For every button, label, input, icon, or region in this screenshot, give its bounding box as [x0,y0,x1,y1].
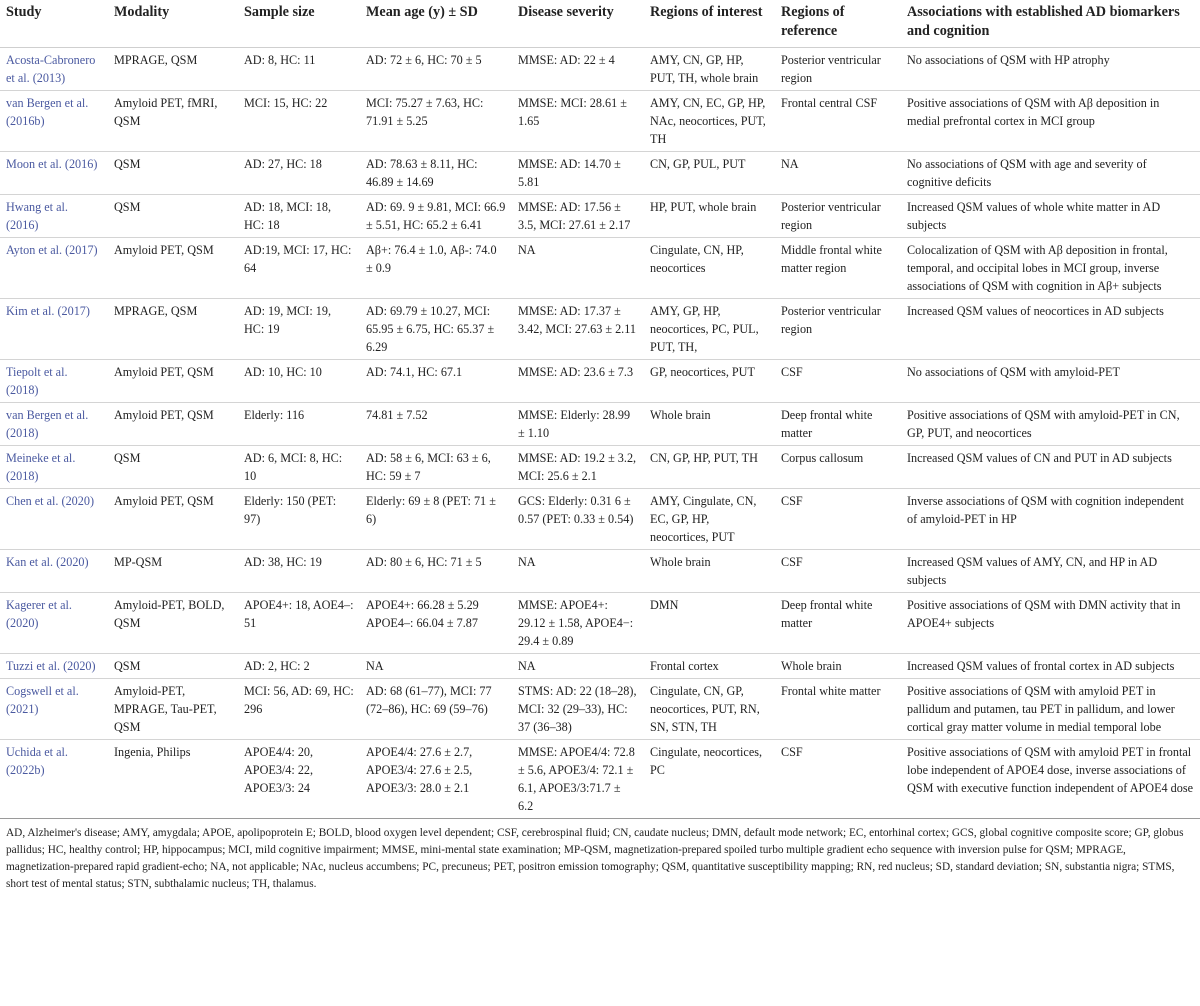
study-link[interactable]: Chen et al. (2020) [0,489,108,550]
mean-age-cell: AD: 80 ± 6, HC: 71 ± 5 [360,550,512,593]
sample-size-cell: AD: 10, HC: 10 [238,360,360,403]
modality-cell: Amyloid PET, QSM [108,403,238,446]
sample-size-cell: APOE4/4: 20, APOE3/4: 22, APOE3/3: 24 [238,740,360,819]
regions-of-interest-cell: AMY, Cingulate, CN, EC, GP, HP, neocortices, PUT [644,489,775,550]
table-body [0,48,1200,819]
mean-age-cell: AD: 69. 9 ± 9.81, MCI: 66.9 ± 5.51, HC: 65.2 ± 6.41 [360,195,512,238]
regions-of-interest-cell: Cingulate, neocortices, PC [644,740,775,819]
associations-cell: Positive associations of QSM with Aβ deposition in medial prefrontal cortex in MCI group [901,91,1200,152]
regions-of-interest-cell: GP, neocortices, PUT [644,360,775,403]
study-link[interactable]: van Bergen et al. (2016b) [0,91,108,152]
regions-of-interest-cell: AMY, CN, GP, HP, PUT, TH, whole brain [644,48,775,91]
study-link[interactable]: Tuzzi et al. (2020) [0,654,108,679]
disease-severity-cell: GCS: Elderly: 0.31 6 ± 0.57 (PET: 0.33 ± 0.54) [512,489,644,550]
abbreviations-footnote: AD, Alzheimer's disease; AMY, amygdala; APOE, apolipoprotein E; BOLD, blood oxygen level dependent; CSF, cerebrospinal fluid; CN, caudate nucleus; DMN, default mode network; EC, entorhinal cortex; GCS, global cognitive composite score; GP, globus pallidus; HC, healthy control; HP, hippocampus; MCI, mild cognitive impairment; MMSE, mini-mental state examination; MP-QSM, magnetization-prepared spoiled turbo multiple gradient echo sequence with inversion pulse for QSM; MPRAGE, magnetization-prepared rapid gradient-echo; NA, not applicable; NAc, nucleus accumbens; PC, precuneus; PET, positron emission tomography; QSM, quantitative susceptibility mapping; RN, red nucleus; SD, standard deviation; SN, substantia nigra; STMS, short test of mental status; STN, subthalamic nucleus; TH, thalamus. [6,827,1184,890]
associations-cell: Increased QSM values of frontal cortex in AD subjects [901,654,1200,679]
associations-cell: Increased QSM values of whole white matter in AD subjects [901,195,1200,238]
regions-of-interest-cell: DMN [644,593,775,654]
modality-cell: MPRAGE, QSM [108,299,238,360]
mean-age-cell: MCI: 75.27 ± 7.63, HC: 71.91 ± 5.25 [360,91,512,152]
regions-of-reference-cell: Posterior ventricular region [775,195,901,238]
sample-size-cell: AD: 6, MCI: 8, HC: 10 [238,446,360,489]
table-row [0,679,1200,740]
associations-cell: No associations of QSM with amyloid-PET [901,360,1200,403]
disease-severity-cell: NA [512,550,644,593]
table-row [0,48,1200,91]
associations-cell: Increased QSM values of neocortices in AD subjects [901,299,1200,360]
associations-cell: Positive associations of QSM with DMN activity that in APOE4+ subjects [901,593,1200,654]
associations-cell: Positive associations of QSM with amyloid PET in frontal lobe independent of APOE4 dose, inverse associations of QSM with executive function independent of APOE4 dose [901,740,1200,819]
table-row [0,446,1200,489]
regions-of-reference-cell: Frontal white matter [775,679,901,740]
header-row [0,0,1200,48]
regions-of-reference-cell: Frontal central CSF [775,91,901,152]
regions-of-interest-cell: Whole brain [644,550,775,593]
disease-severity-cell: STMS: AD: 22 (18–28), MCI: 32 (29–33), HC: 37 (36–38) [512,679,644,740]
table-row [0,654,1200,679]
header-disease-severity: Disease severity [512,0,644,48]
table-row [0,740,1200,819]
table-row [0,550,1200,593]
regions-of-reference-cell: Deep frontal white matter [775,593,901,654]
regions-of-reference-cell: Posterior ventricular region [775,48,901,91]
header-mean-age: Mean age (y) ± SD [360,0,512,48]
header-associations: Associations with established AD biomarkers and cognition [901,0,1200,48]
disease-severity-cell: MMSE: AD: 22 ± 4 [512,48,644,91]
mean-age-cell: APOE4+: 66.28 ± 5.29 APOE4–: 66.04 ± 7.87 [360,593,512,654]
disease-severity-cell: MMSE: MCI: 28.61 ± 1.65 [512,91,644,152]
mean-age-cell: AD: 78.63 ± 8.11, HC: 46.89 ± 14.69 [360,152,512,195]
table-row [0,360,1200,403]
disease-severity-cell: MMSE: Elderly: 28.99 ± 1.10 [512,403,644,446]
study-link[interactable]: Hwang et al. (2016) [0,195,108,238]
table-row [0,489,1200,550]
table-row [0,238,1200,299]
associations-cell: Positive associations of QSM with amyloid PET in pallidum and putamen, tau PET in pallidum, and lower cortical gray matter volume in medial temporal lobe [901,679,1200,740]
regions-of-interest-cell: Cingulate, CN, HP, neocortices [644,238,775,299]
disease-severity-cell: NA [512,238,644,299]
regions-of-reference-cell: Deep frontal white matter [775,403,901,446]
sample-size-cell: Elderly: 116 [238,403,360,446]
regions-of-reference-cell: Middle frontal white matter region [775,238,901,299]
study-link[interactable]: Uchida et al. (2022b) [0,740,108,819]
modality-cell: MP-QSM [108,550,238,593]
table-row [0,195,1200,238]
modality-cell: QSM [108,152,238,195]
mean-age-cell: AD: 58 ± 6, MCI: 63 ± 6, HC: 59 ± 7 [360,446,512,489]
modality-cell: MPRAGE, QSM [108,48,238,91]
sample-size-cell: MCI: 56, AD: 69, HC: 296 [238,679,360,740]
regions-of-interest-cell: CN, GP, PUL, PUT [644,152,775,195]
study-link[interactable]: Moon et al. (2016) [0,152,108,195]
study-link[interactable]: Acosta-Cabronero et al. (2013) [0,48,108,91]
regions-of-interest-cell: AMY, CN, EC, GP, HP, NAc, neocortices, PUT, TH [644,91,775,152]
regions-of-reference-cell: Whole brain [775,654,901,679]
sample-size-cell: APOE4+: 18, AOE4–: 51 [238,593,360,654]
disease-severity-cell: MMSE: AD: 17.37 ± 3.42, MCI: 27.63 ± 2.11 [512,299,644,360]
study-link[interactable]: Cogswell et al. (2021) [0,679,108,740]
modality-cell: QSM [108,195,238,238]
table-row [0,593,1200,654]
regions-of-reference-cell: CSF [775,550,901,593]
modality-cell: Amyloid PET, QSM [108,360,238,403]
modality-cell: QSM [108,446,238,489]
regions-of-interest-cell: CN, GP, HP, PUT, TH [644,446,775,489]
mean-age-cell: Aβ+: 76.4 ± 1.0, Aβ-: 74.0 ± 0.9 [360,238,512,299]
mean-age-cell: NA [360,654,512,679]
regions-of-interest-cell: Frontal cortex [644,654,775,679]
modality-cell: Amyloid PET, QSM [108,489,238,550]
regions-of-reference-cell: CSF [775,489,901,550]
regions-of-interest-cell: HP, PUT, whole brain [644,195,775,238]
sample-size-cell: AD: 18, MCI: 18, HC: 18 [238,195,360,238]
regions-of-reference-cell: CSF [775,360,901,403]
regions-of-interest-cell: Cingulate, CN, GP, neocortices, PUT, RN, SN, STN, TH [644,679,775,740]
regions-of-interest-cell: AMY, GP, HP, neocortices, PC, PUL, PUT, TH, [644,299,775,360]
table-row [0,299,1200,360]
modality-cell: Amyloid-PET, BOLD, QSM [108,593,238,654]
sample-size-cell: AD: 19, MCI: 19, HC: 19 [238,299,360,360]
modality-cell: QSM [108,654,238,679]
table-row [0,403,1200,446]
study-link[interactable]: Kagerer et al. (2020) [0,593,108,654]
sample-size-cell: MCI: 15, HC: 22 [238,91,360,152]
study-link[interactable]: Meineke et al. (2018) [0,446,108,489]
associations-cell: Positive associations of QSM with amyloid-PET in CN, GP, PUT, and neocortices [901,403,1200,446]
associations-cell: Increased QSM values of CN and PUT in AD subjects [901,446,1200,489]
disease-severity-cell: MMSE: AD: 17.56 ± 3.5, MCI: 27.61 ± 2.17 [512,195,644,238]
study-link[interactable]: van Bergen et al. (2018) [0,403,108,446]
associations-cell: No associations of QSM with HP atrophy [901,48,1200,91]
disease-severity-cell: MMSE: AD: 19.2 ± 3.2, MCI: 25.6 ± 2.1 [512,446,644,489]
mean-age-cell: AD: 74.1, HC: 67.1 [360,360,512,403]
modality-cell: Ingenia, Philips [108,740,238,819]
header-modality: Modality [108,0,238,48]
sample-size-cell: AD: 38, HC: 19 [238,550,360,593]
disease-severity-cell: MMSE: APOE4/4: 72.8 ± 5.6, APOE3/4: 72.1 ± 6.1, APOE3/3:71.7 ± 6.2 [512,740,644,819]
mean-age-cell: AD: 68 (61–77), MCI: 77 (72–86), HC: 69 (59–76) [360,679,512,740]
regions-of-reference-cell: Posterior ventricular region [775,299,901,360]
header-study: Study [0,0,108,48]
study-link[interactable]: Ayton et al. (2017) [0,238,108,299]
regions-of-reference-cell: Corpus callosum [775,446,901,489]
sample-size-cell: Elderly: 150 (PET: 97) [238,489,360,550]
disease-severity-cell: NA [512,654,644,679]
table-row [0,91,1200,152]
regions-of-reference-cell: CSF [775,740,901,819]
mean-age-cell: Elderly: 69 ± 8 (PET: 71 ± 6) [360,489,512,550]
mean-age-cell: AD: 69.79 ± 10.27, MCI: 65.95 ± 6.75, HC: 65.37 ± 6.29 [360,299,512,360]
mean-age-cell: 74.81 ± 7.52 [360,403,512,446]
header-regions-of-reference: Regions of reference [775,0,901,48]
modality-cell: Amyloid PET, QSM [108,238,238,299]
sample-size-cell: AD: 8, HC: 11 [238,48,360,91]
header-sample-size: Sample size [238,0,360,48]
sample-size-cell: AD: 27, HC: 18 [238,152,360,195]
sample-size-cell: AD:19, MCI: 17, HC: 64 [238,238,360,299]
associations-cell: Inverse associations of QSM with cognition independent of amyloid-PET in HP [901,489,1200,550]
regions-of-interest-cell: Whole brain [644,403,775,446]
disease-severity-cell: MMSE: AD: 23.6 ± 7.3 [512,360,644,403]
modality-cell: Amyloid-PET, MPRAGE, Tau-PET, QSM [108,679,238,740]
mean-age-cell: AD: 72 ± 6, HC: 70 ± 5 [360,48,512,91]
table-row [0,152,1200,195]
study-link[interactable]: Tiepolt et al. (2018) [0,360,108,403]
sample-size-cell: AD: 2, HC: 2 [238,654,360,679]
regions-of-reference-cell: NA [775,152,901,195]
associations-cell: Colocalization of QSM with Aβ deposition in frontal, temporal, and occipital lobes in MCI group, inverse associations of QSM with cognition in Aβ+ subjects [901,238,1200,299]
mean-age-cell: APOE4/4: 27.6 ± 2.7, APOE3/4: 27.6 ± 2.5, APOE3/3: 28.0 ± 2.1 [360,740,512,819]
modality-cell: Amyloid PET, fMRI, QSM [108,91,238,152]
disease-severity-cell: MMSE: AD: 14.70 ± 5.81 [512,152,644,195]
associations-cell: No associations of QSM with age and severity of cognitive deficits [901,152,1200,195]
disease-severity-cell: MMSE: APOE4+: 29.12 ± 1.58, APOE4−: 29.4 ± 0.89 [512,593,644,654]
study-link[interactable]: Kan et al. (2020) [0,550,108,593]
associations-cell: Increased QSM values of AMY, CN, and HP in AD subjects [901,550,1200,593]
study-link[interactable]: Kim et al. (2017) [0,299,108,360]
header-regions-of-interest: Regions of interest [644,0,775,48]
